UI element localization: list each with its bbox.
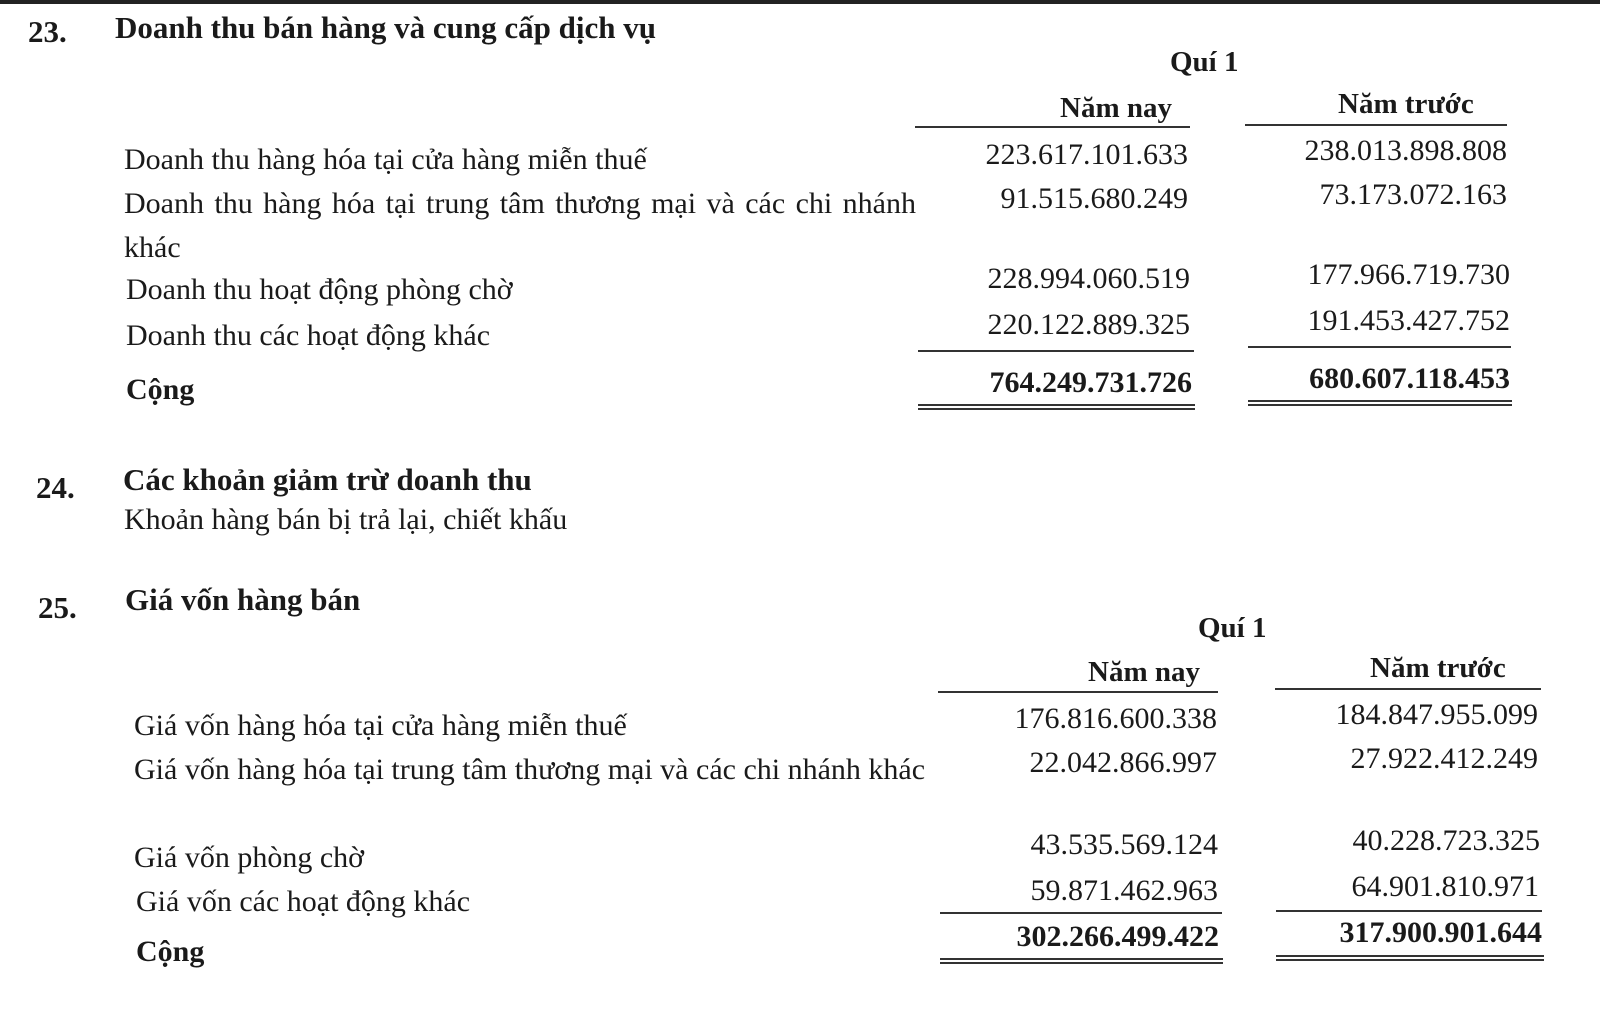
row-label: Giá vốn phòng chờ xyxy=(134,841,364,874)
section-title: Giá vốn hàng bán xyxy=(125,582,361,617)
section-number: 23. xyxy=(28,14,67,49)
total-double-rule-prior xyxy=(1276,955,1544,961)
col-prior-header: Năm trước xyxy=(1338,88,1474,120)
total-label: Cộng xyxy=(126,373,195,406)
header-underline-prior xyxy=(1275,688,1541,690)
col-current-header: Năm nay xyxy=(1088,656,1200,688)
total-current-value: 764.249.731.726 xyxy=(989,366,1192,399)
row-prior-value: 73.173.072.163 xyxy=(1319,178,1507,211)
period-label: Quí 1 xyxy=(1198,612,1267,644)
col-prior-header: Năm trước xyxy=(1370,652,1506,684)
subtotal-rule-prior xyxy=(1248,346,1511,348)
row-prior-value: 40.228.723.325 xyxy=(1352,824,1540,857)
total-double-rule-current xyxy=(940,958,1223,964)
row-label: Giá vốn hàng hóa tại trung tâm thương mại và các chi nhánh khác xyxy=(134,753,926,786)
col-current-header: Năm nay xyxy=(1060,92,1172,124)
row-current-value: 223.617.101.633 xyxy=(985,138,1188,171)
subtotal-rule-prior xyxy=(1276,910,1542,912)
row-prior-value: 27.922.412.249 xyxy=(1350,742,1538,775)
row-label: Doanh thu hoạt động phòng chờ xyxy=(126,273,513,306)
section-subtitle: Khoản hàng bán bị trả lại, chiết khấu xyxy=(124,503,568,536)
row-current-value: 43.535.569.124 xyxy=(1030,828,1218,861)
row-current-value: 59.871.462.963 xyxy=(1030,874,1218,907)
header-underline-current xyxy=(938,691,1218,693)
section-number: 25. xyxy=(38,590,77,625)
subtotal-rule-current xyxy=(940,912,1222,914)
row-current-value: 22.042.866.997 xyxy=(1029,746,1217,779)
row-label: Doanh thu các hoạt động khác xyxy=(126,319,491,352)
row-prior-value: 238.013.898.808 xyxy=(1304,134,1507,167)
row-current-value: 91.515.680.249 xyxy=(1000,182,1188,215)
row-current-value: 228.994.060.519 xyxy=(987,262,1190,295)
row-label: Doanh thu hàng hóa tại trung tâm thương mại và các chi nhánh khác xyxy=(124,187,916,264)
total-label: Cộng xyxy=(136,935,205,968)
row-prior-value: 177.966.719.730 xyxy=(1307,258,1510,291)
subtotal-rule-current xyxy=(918,350,1194,352)
row-current-value: 220.122.889.325 xyxy=(987,308,1190,341)
section-title: Các khoản giảm trừ doanh thu xyxy=(123,462,532,497)
total-double-rule-current xyxy=(918,404,1195,410)
section-number: 24. xyxy=(36,470,75,505)
section-title: Doanh thu bán hàng và cung cấp dịch vụ xyxy=(115,10,656,45)
total-prior-value: 680.607.118.453 xyxy=(1309,362,1510,395)
header-underline-current xyxy=(915,126,1190,128)
row-prior-value: 191.453.427.752 xyxy=(1307,304,1510,337)
row-label: Doanh thu hàng hóa tại cửa hàng miễn thuế xyxy=(124,143,647,176)
period-label: Quí 1 xyxy=(1170,46,1239,78)
row-prior-value: 184.847.955.099 xyxy=(1335,698,1538,731)
total-double-rule-prior xyxy=(1248,400,1512,406)
top-rule xyxy=(0,0,1600,4)
total-prior-value: 317.900.901.644 xyxy=(1339,916,1542,949)
header-underline-prior xyxy=(1245,124,1507,126)
row-current-value: 176.816.600.338 xyxy=(1014,702,1217,735)
row-label: Giá vốn hàng hóa tại cửa hàng miễn thuế xyxy=(134,709,627,742)
row-prior-value: 64.901.810.971 xyxy=(1351,870,1539,903)
total-current-value: 302.266.499.422 xyxy=(1016,920,1219,953)
row-label: Giá vốn các hoạt động khác xyxy=(136,885,471,918)
